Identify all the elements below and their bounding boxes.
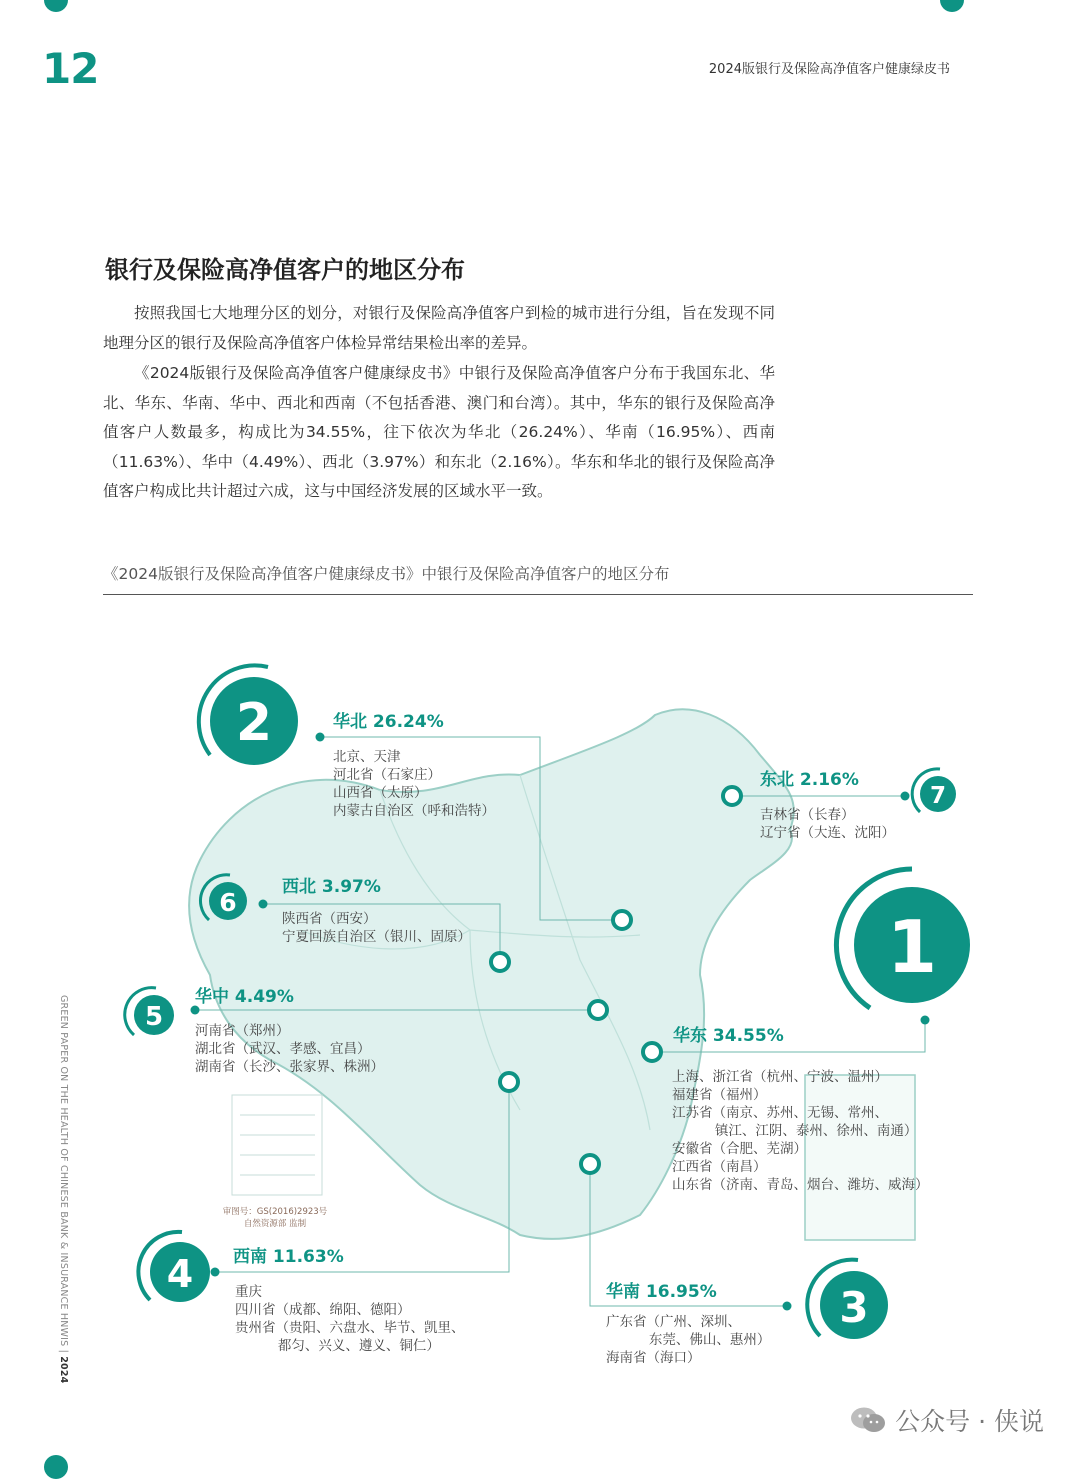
- region-heading-dongbei: 东北 2.16%: [760, 770, 859, 790]
- paragraph-1-text: 按照我国七大地理分区的划分，对银行及保险高净值客户到检的城市进行分组，旨在发现不同地理分区的银行及保险高净值客户体检异常结果检出率的差异。: [103, 304, 775, 352]
- map-stamp-line2: 自然资源部 监制: [243, 1219, 307, 1229]
- section-title: 银行及保险高净值客户的地区分布: [105, 256, 465, 284]
- region-cities-huabei: 北京、天津 河北省（石家庄） 山西省（太原） 内蒙古自治区（呼和浩特）: [333, 749, 495, 819]
- badge-1: [837, 869, 970, 1008]
- marker-huadong: [643, 1043, 661, 1061]
- region-cities-xibei: 陕西省（西安） 宁夏回族自治区（银川、固原）: [282, 911, 471, 945]
- region-heading-xibei: 西北 3.97%: [282, 877, 381, 897]
- map-stamp-line1: 审图号：GS(2016)2923号: [222, 1207, 328, 1217]
- region-cities-huanan: 广东省（广州、深圳、 东莞、佛山、惠州） 海南省（海口）: [606, 1314, 771, 1366]
- top-left-dot: [44, 0, 68, 12]
- region-heading-xinan: 西南 11.63%: [233, 1247, 344, 1267]
- badge-7-number: 7: [929, 783, 947, 809]
- region-heading-huazhong: 华中 4.49%: [195, 987, 294, 1007]
- marker-huabei: [613, 911, 631, 929]
- region-heading-huadong: 华东 34.55%: [673, 1026, 784, 1046]
- region-cities-huazhong: 河南省（郑州） 湖北省（武汉、孝感、宜昌） 湖南省（长沙、张家界、株洲）: [195, 1023, 384, 1075]
- running-header-title: 2024版银行及保险高净值客户健康绿皮书: [708, 62, 950, 77]
- badge-1-number: 1: [886, 905, 938, 989]
- watermark-text: 公众号 · 侠说: [895, 1407, 1044, 1436]
- sidebar-year: 2024: [58, 1356, 69, 1384]
- badge-6-number: 6: [219, 888, 237, 917]
- badge-2: [199, 665, 298, 765]
- region-cities-huadong: 上海、浙江省（杭州、宁波、温州） 福建省（福州） 江苏省（南京、苏州、无锡、常州、 镇江、江阴、泰州、徐州、南通） 安徽省（合肥、芜湖） 江西省（南昌） 山东省（济南、青岛、烟台、潍坊、威海）: [672, 1069, 929, 1193]
- region-cities-dongbei: 吉林省（长春） 辽宁省（大连、沈阳）: [760, 807, 895, 841]
- region-heading-huanan: 华南 16.95%: [606, 1282, 717, 1302]
- wechat-watermark: [849, 1402, 1044, 1438]
- paragraph-2-text: 《2024版银行及保险高净值客户健康绿皮书》中银行及保险高净值客户分布于我国东北、华北、华东、华南、华中、西北和西南（不包括香港、澳门和台湾）。其中，华东的银行及保险高净值客户人数最多，构成比为34.55%，往下依次为华北（26.24%）、华南（16.95%）、西南（11.63%）、华中（4.49%）、西北（3.97%）和东北（2.16%）。华东和华北的银行及保险高净值客户构成比共计超过六成，这与中国经济发展的区域水平一致。: [103, 364, 775, 500]
- badge-7: [912, 769, 956, 812]
- badge-3-number: 3: [839, 1283, 869, 1332]
- caption-rule: [103, 594, 973, 595]
- marker-huanan: [581, 1155, 599, 1173]
- figure-caption: 《2024版银行及保险高净值客户健康绿皮书》中银行及保险高净值客户的地区分布: [103, 565, 670, 583]
- top-right-dot: [940, 0, 964, 12]
- marker-huazhong: [589, 1001, 607, 1019]
- badge-2-number: 2: [235, 693, 273, 753]
- marker-dongbei: [723, 787, 741, 805]
- map-legend-box: [232, 1095, 322, 1195]
- page-number: 12: [42, 44, 99, 93]
- wechat-icon: [849, 1405, 887, 1435]
- badge-3: [807, 1260, 888, 1339]
- paragraph-1: [103, 299, 775, 358]
- region-heading-huabei: 华北 26.24%: [333, 712, 444, 732]
- badge-5: [125, 988, 174, 1035]
- marker-xinan: [500, 1073, 518, 1091]
- china-region-map: [0, 600, 1080, 1400]
- badge-5-number: 5: [144, 1002, 164, 1032]
- badge-4: [138, 1232, 210, 1302]
- badge-4-number: 4: [166, 1252, 194, 1296]
- sidebar-text: GREEN PAPER ON THE HEALTH OF CHINESE BANK & INSURANCE HNWIS |: [58, 995, 69, 1357]
- paragraph-2: [103, 359, 775, 507]
- region-cities-xinan: 重庆 四川省（成都、绵阳、德阳） 贵州省（贵阳、六盘水、毕节、凯里、 都匀、兴义、遵义、铜仁）: [235, 1284, 465, 1354]
- bottom-left-dot: [44, 1455, 68, 1479]
- marker-xibei: [491, 953, 509, 971]
